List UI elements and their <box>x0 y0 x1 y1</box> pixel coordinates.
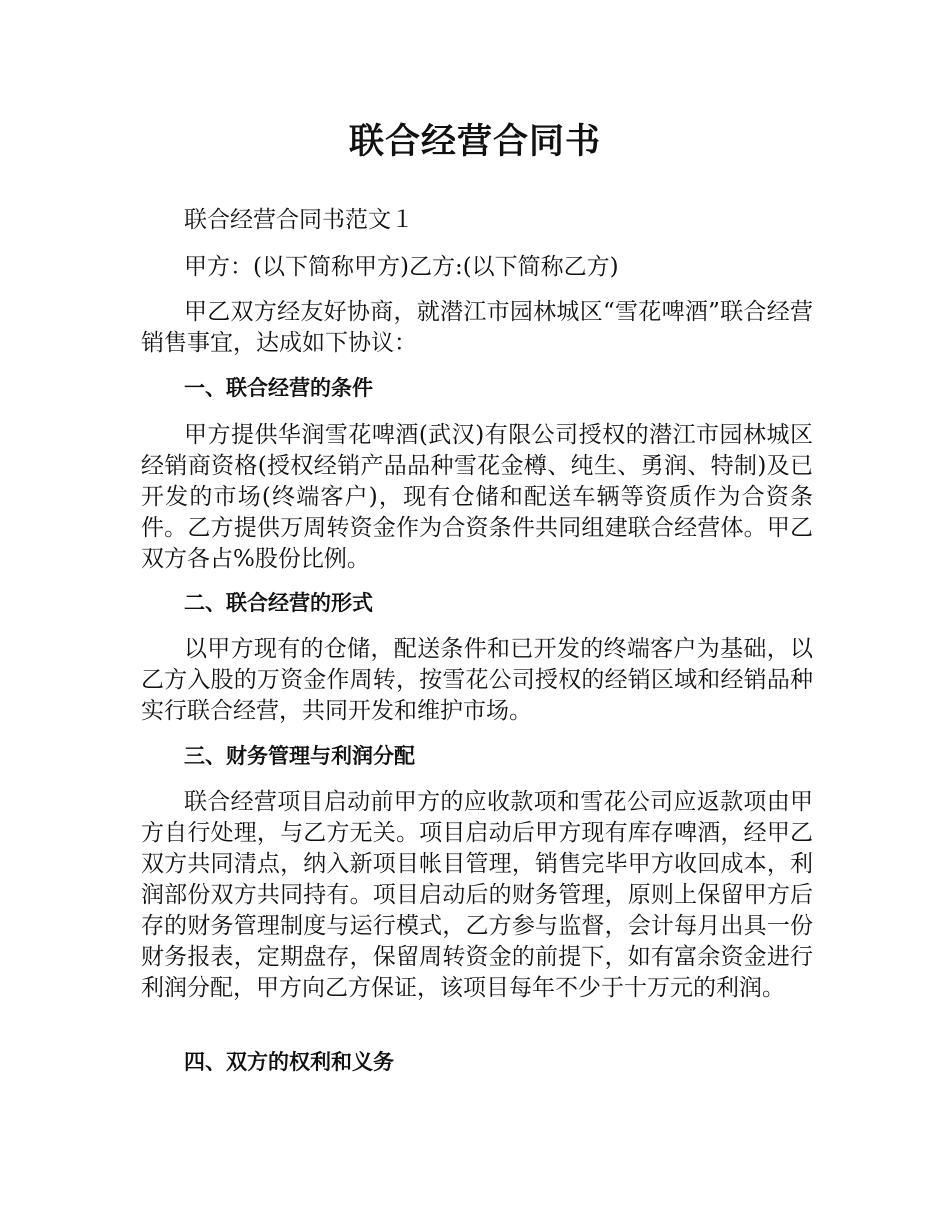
section-heading-4: 四、双方的权利和义务 <box>184 1050 394 1074</box>
section-text-1: 甲方提供华润雪花啤酒(武汉)有限公司授权的潜江市园林城区经销商资格(授权经销产品品种雪花金樽、纯生、勇润、特制)及已开发的市场(终端客户)，现有仓储和配送车辆等资质作为合资条件。乙方提供万周转资金作为合资条件共同组建联合经营体。甲乙双方各占%股份比例。 <box>141 422 813 572</box>
intro-paragraph: 甲乙双方经友好协商，就潜江市园林城区“雪花啤酒”联合经营销售事宜，达成如下协议： <box>141 299 813 356</box>
section-heading-1: 一、联合经营的条件 <box>184 376 373 400</box>
document-title: 联合经营合同书 <box>348 122 601 162</box>
parties-line: 甲方：(以下简称甲方)乙方:(以下简称乙方) <box>184 254 619 280</box>
section-heading-3: 三、财务管理与利润分配 <box>184 744 415 768</box>
section-heading-2: 二、联合经营的形式 <box>184 591 373 615</box>
section-text-3: 联合经营项目启动前甲方的应收款项和雪花公司应返款项由甲方自行处理，与乙方无关。项目启动后甲方现有库存啤酒，经甲乙双方共同清点，纳入新项目帐目管理，销售完毕甲方收回成本，利润部份双方共同持有。项目启动后的财务管理，原则上保留甲方后存的财务管理制度与运行模式，乙方参与监督，会计每月出具一份财务报表，定期盘存，保留周转资金的前提下，如有富余资金进行利润分配，甲方向乙方保证，该项目每年不少于十万元的利润。 <box>141 789 813 1001</box>
document-subtitle: 联合经营合同书范文１ <box>184 207 414 233</box>
section-text-2: 以甲方现有的仓储，配送条件和已开发的终端客户为基础，以乙方入股的万资金作周转，按雪花公司授权的经销区域和经销品种实行联合经营，共同开发和维护市场。 <box>141 636 813 724</box>
